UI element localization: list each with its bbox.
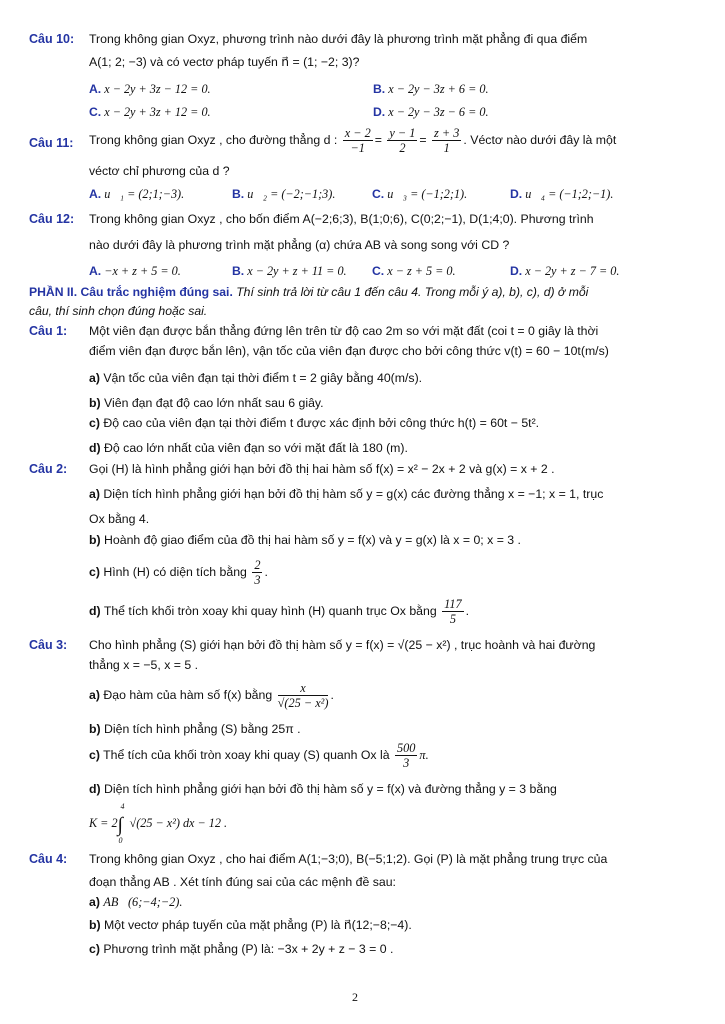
question-text: Một viên đạn được bắn thẳng đứng lên trên từ độ cao 2m so với mặt đất (coi t = 0 giây là thời: [89, 324, 599, 338]
statement-c: c) Thể tích của khối tròn xoay khi quay (S) quanh Ox là $\frac{500}{3}$ π.: [89, 741, 429, 770]
question-number: Câu 11:: [29, 136, 74, 150]
question-number: Câu 4:: [29, 852, 68, 866]
part-instructions: câu, thí sinh chọn đúng hoặc sai.: [29, 304, 208, 318]
question-text: Trong không gian Oxyz, phương trình nào dưới đây là phương trình mặt phẳng đi qua điểm: [89, 32, 588, 46]
question-number: Câu 3:: [29, 638, 68, 652]
question-text: thẳng x = −5, x = 5 .: [89, 658, 199, 672]
option-c: C. x − z + 5 = 0.: [372, 264, 456, 278]
question-text: nào dưới đây là phương trình mặt phẳng (α) chứa AB và song song với CD ?: [89, 238, 510, 252]
question-text: Trong không gian Oxyz , cho bốn điểm A(−2;6;3), B(1;0;6), C(0;2;−1), D(1;4;0). Phương trình: [89, 212, 594, 226]
option-b: B. x − 2y + z + 11 = 0.: [232, 264, 347, 278]
question-text: điểm viên đạn được bắn lên), vận tốc của viên đạn được cho bởi công thức v(t) = 60 − 10t(m/s): [89, 344, 609, 358]
statement-d: d) Độ cao lớn nhất của viên đạn so với mặt đất là 180 (m).: [89, 441, 408, 455]
statement-a: a) Diện tích hình phẳng giới hạn bởi đồ thị hàm số y = g(x) các đường thẳng x = −1; x = 1, trục: [89, 487, 604, 501]
statement-b: b) Hoành độ giao điểm của đồ thị hai hàm số y = f(x) và y = g(x) là x = 0; x = 3 .: [89, 533, 521, 547]
option-b: B. x − 2y − 3z + 6 = 0.: [373, 82, 489, 96]
page-number: 2: [352, 990, 358, 1004]
question-number: Câu 1:: [29, 324, 68, 338]
question-text: A(1; 2; −3) và có vectơ pháp tuyến n⃗ = (1; −2; 3)?: [89, 55, 360, 69]
question-text: Trong không gian Oxyz , cho hai điểm A(1;−3;0), B(−5;1;2). Gọi (P) là mặt phẳng trung trực của: [89, 852, 608, 866]
statement-c: c) Độ cao của viên đạn tại thời điểm t được xác định bởi công thức h(t) = 60t − 5t².: [89, 416, 540, 430]
question-number: Câu 2:: [29, 462, 68, 476]
statement-c: c) Hình (H) có diện tích bằng $\frac{2}{3}$ .: [89, 558, 268, 587]
statement-b: b) Viên đạn đạt độ cao lớn nhất sau 6 giây.: [89, 396, 324, 410]
question-number: Câu 12:: [29, 212, 75, 226]
question-number: Câu 10:: [29, 32, 75, 46]
statement-d: d) Thể tích khối tròn xoay khi quay hình (H) quanh trục Ox bằng $\frac{117}{5}$ .: [89, 597, 470, 626]
statement-b: b) Một vectơ pháp tuyến của mặt phẳng (P) là n⃗(12;−8;−4).: [89, 918, 412, 932]
statement-a: a) Đạo hàm của hàm số f(x) bằng $\frac{x}{\text{√(25 − x²)}}$ .: [89, 681, 334, 710]
part-title: PHẦN II. Câu trắc nghiệm đúng sai.: [29, 285, 233, 299]
option-d: D. u⃗₄ = (−1;2;−1).: [510, 187, 614, 201]
question-text: Gọi (H) là hình phẳng giới hạn bởi đồ thị hai hàm số f(x) = x² − 2x + 2 và g(x) = x + 2 .: [89, 462, 555, 476]
option-a: A. x − 2y + 3z − 12 = 0.: [89, 82, 211, 96]
option-c: C. x − 2y + 3z + 12 = 0.: [89, 105, 211, 119]
statement-b: b) Diện tích hình phẳng (S) bằng 25π .: [89, 722, 301, 736]
question-text: véctơ chỉ phương của d ?: [89, 164, 230, 178]
option-c: C. u⃗₃ = (−1;2;1).: [372, 187, 468, 201]
question-text: Cho hình phẳng (S) giới hạn bởi đồ thị hàm số y = f(x) = √(25 − x²) , trục hoành và hai đường: [89, 638, 596, 652]
question-text: đoạn thẳng AB . Xét tính đúng sai của các mệnh đề sau:: [89, 875, 396, 889]
statement-d: d) Diện tích hình phẳng giới hạn bởi đồ thị hàm số y = f(x) và đường thẳng y = 3 bằng: [89, 782, 557, 796]
statement-c: c) Phương trình mặt phẳng (P) là: −3x + 2y + z − 3 = 0 .: [89, 942, 394, 956]
question-text: Trong không gian Oxyz , cho đường thẳng d : $\frac{x - 2}{-1}$ = $\frac{y - 1}{2}$ = $\frac{z + 3}{1}$ . Véctơ nào dưới đây là một: [89, 126, 617, 155]
option-b: B. u⃗₂ = (−2;−1;3).: [232, 187, 336, 201]
statement-a-cont: Ox bằng 4.: [89, 512, 150, 526]
part-instructions: Thí sinh trả lời từ câu 1 đến câu 4. Trong mỗi ý a), b), c), d) ở mỗi: [232, 285, 589, 299]
option-d: D. x − 2y − 3z − 6 = 0.: [373, 105, 489, 119]
option-d: D. x − 2y + z − 7 = 0.: [510, 264, 620, 278]
option-a: A. u⃗₁ = (2;1;−3).: [89, 187, 185, 201]
integral-expression: K = 2∫ 4 0 √(25 − x²) dx − 12 .: [89, 802, 228, 845]
option-a: A. −x + z + 5 = 0.: [89, 264, 181, 278]
statement-a: a) AB⃗(6;−4;−2).: [89, 895, 183, 909]
statement-a: a) Vận tốc của viên đạn tại thời điểm t = 2 giây bằng 40(m/s).: [89, 371, 423, 385]
